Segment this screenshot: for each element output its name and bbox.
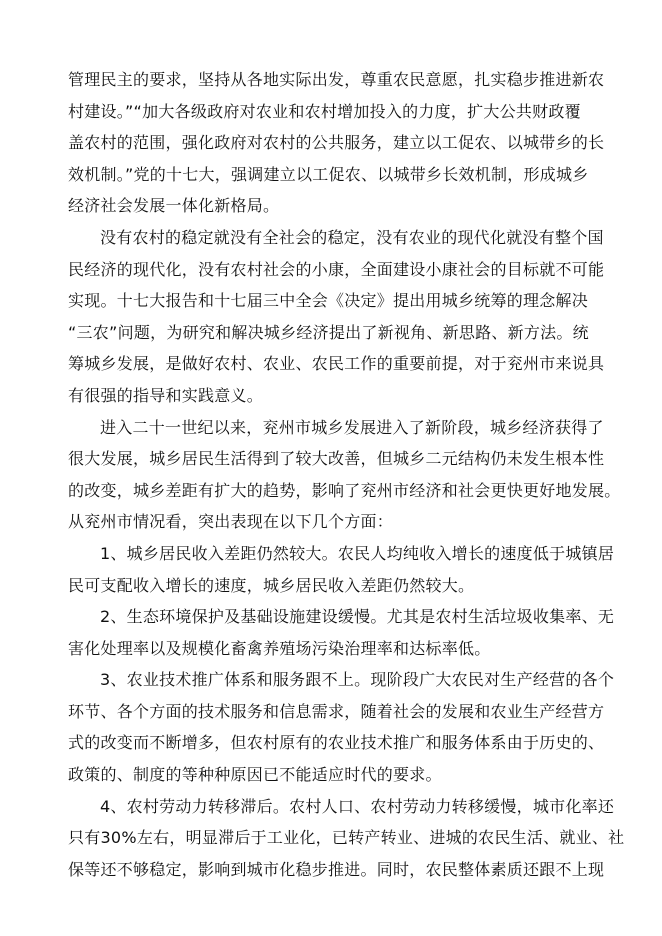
text-line: 村建设。”“加大各级政府对农业和农村增加投入的力度，扩大公共财政覆 xyxy=(68,101,581,121)
text-line: 筹城乡发展，是做好农村、农业、农民工作的重要前提，对于兖州市来说具 xyxy=(68,354,605,374)
text-line: 害化处理率以及规模化畜禽养殖场污染治理率和达标率低。 xyxy=(68,638,491,658)
paragraph-first-line: 3、农业技术推广体系和服务跟不上。现阶段广大农民对生产经营的各个 xyxy=(100,670,615,690)
text-line: 保等还不够稳定，影响到城市化稳步推进。同时，农民整体素质还跟不上现 xyxy=(68,859,605,879)
text-line: 环节、各个方面的技术服务和信息需求，随着社会的发展和农业生产经营方 xyxy=(68,701,605,721)
paragraph-first-line: 进入二十一世纪以来，兖州市城乡发展进入了新阶段，城乡经济获得了 xyxy=(100,417,604,437)
text-line: 的改变，城乡差距有扩大的趋势，影响了兖州市经济和社会更快更好地发展。 xyxy=(68,480,621,500)
text-line: “三农”问题，为研究和解决城乡经济提出了新视角、新思路、新方法。统 xyxy=(68,322,589,342)
text-line: 效机制。”党的十七大，强调建立以工促农、以城带乡长效机制，形成城乡 xyxy=(68,164,589,184)
text-line: 民可支配收入增长的速度，城乡居民收入差距仍然较大。 xyxy=(68,575,475,595)
text-line: 式的改变而不断增多，但农村原有的农业技术推广和服务体系由于历史的、 xyxy=(68,733,605,753)
text-line: 有很强的指导和实践意义。 xyxy=(68,385,264,405)
paragraph-first-line: 1、城乡居民收入差距仍然较大。农民人均纯收入增长的速度低于城镇居 xyxy=(100,543,615,563)
body-text xyxy=(68,64,625,885)
text-line: 实现。十七大报告和十七届三中全会《决定》提出用城乡统筹的理念解决 xyxy=(68,291,589,311)
text-line: 政策的、制度的等种种原因已不能适应时代的要求。 xyxy=(68,765,442,785)
paragraph-first-line: 没有农村的稳定就没有全社会的稳定，没有农业的现代化就没有整个国 xyxy=(100,227,604,247)
text-line: 经济社会发展一体化新格局。 xyxy=(68,196,280,216)
text-line: 只有30%左右，明显滞后于工业化，已转产转业、进城的农民生活、就业、社 xyxy=(68,828,625,848)
paragraph-first-line: 4、农村劳动力转移滞后。农村人口、农村劳动力转移缓慢，城市化率还 xyxy=(100,796,615,816)
text-line: 很大发展，城乡居民生活得到了较大改善，但城乡二元结构仍未发生根本性 xyxy=(68,449,605,469)
text-line: 管理民主的要求，坚持从各地实际出发，尊重农民意愿，扎实稳步推进新农 xyxy=(68,70,605,89)
text-line: 民经济的现代化，没有农村社会的小康，全面建设小康社会的目标就不可能 xyxy=(68,259,605,279)
text-line: 盖农村的范围，强化政府对农村的公共服务，建立以工促农、以城带乡的长 xyxy=(68,133,605,153)
text-line: 从兖州市情况看，突出表现在以下几个方面： xyxy=(68,512,394,532)
paragraph-first-line: 2、生态环境保护及基础设施建设缓慢。尤其是农村生活垃圾收集率、无 xyxy=(100,607,615,627)
